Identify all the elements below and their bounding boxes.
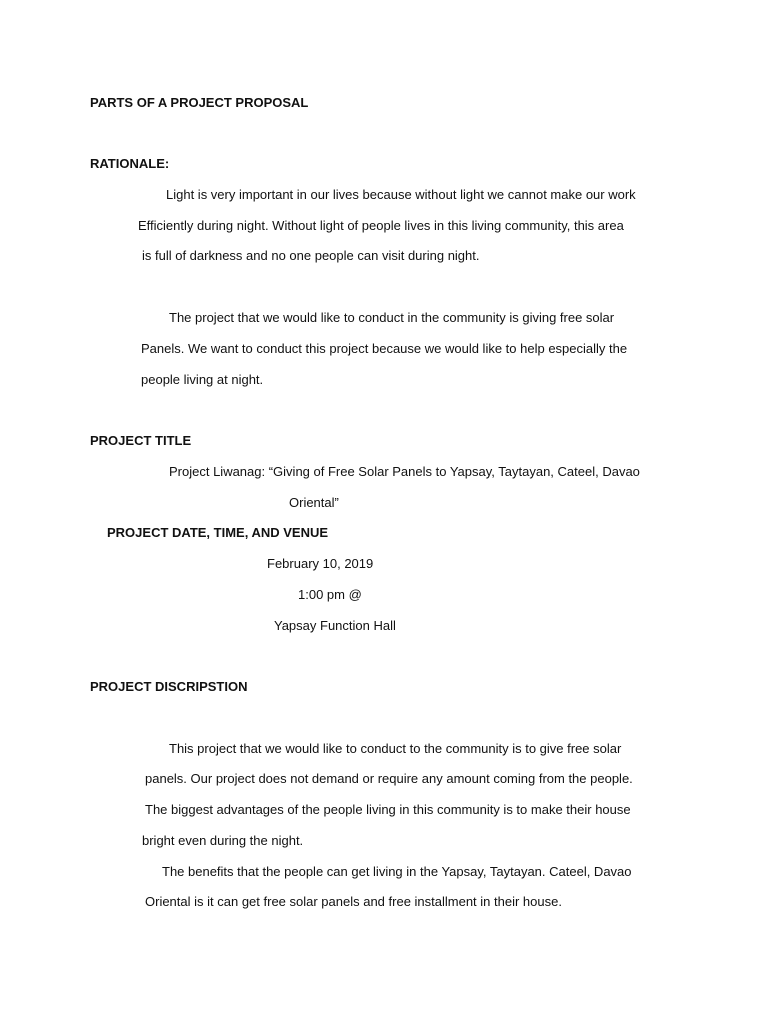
rationale-p1-line-2: Efficiently during night. Without light of people lives in this living community, this area: [138, 218, 624, 233]
rationale-p2-line-1: The project that we would like to conduct in the community is giving free solar: [169, 310, 615, 325]
project-title-heading: PROJECT TITLE: [90, 433, 192, 448]
rationale-p2-line-3: people living at night.: [141, 372, 264, 387]
rationale-heading: RATIONALE:: [90, 156, 170, 171]
description-p1-line-4: bright even during the night.: [142, 833, 304, 848]
rationale-p1-line-1: Light is very important in our lives because without light we cannot make our work: [166, 187, 636, 202]
project-title-line-1: Project Liwanag: “Giving of Free Solar Panels to Yapsay, Taytayan, Cateel, Davao: [169, 464, 640, 479]
description-p2-line-1: The benefits that the people can get living in the Yapsay, Taytayan. Cateel, Davao: [162, 864, 632, 879]
description-p1-line-3: The biggest advantages of the people living in this community is to make their house: [145, 802, 631, 817]
project-venue: Yapsay Function Hall: [274, 618, 396, 633]
rationale-p1-line-3: is full of darkness and no one people can visit during night.: [142, 248, 480, 263]
description-heading: PROJECT DISCRIPSTION: [90, 679, 248, 694]
rationale-p2-line-2: Panels. We want to conduct this project because we would like to help especially the: [141, 341, 628, 356]
project-title-line-2: Oriental”: [289, 495, 339, 510]
description-p1-line-2: panels. Our project does not demand or require any amount coming from the people.: [145, 771, 633, 786]
project-date: February 10, 2019: [267, 556, 374, 571]
date-time-venue-heading: PROJECT DATE, TIME, AND VENUE: [107, 525, 329, 540]
description-p1-line-1: This project that we would like to conduct to the community is to give free solar: [169, 741, 622, 756]
description-p2-line-2: Oriental is it can get free solar panels and free installment in their house.: [145, 894, 562, 909]
document-heading: PARTS OF A PROJECT PROPOSAL: [90, 95, 309, 110]
project-time: 1:00 pm @: [298, 587, 362, 602]
